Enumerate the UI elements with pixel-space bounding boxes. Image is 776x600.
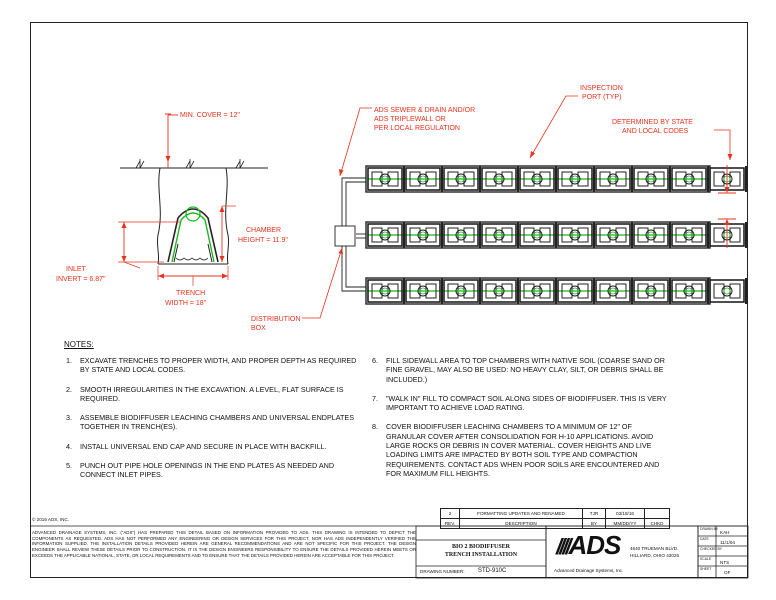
chamber-row <box>366 278 746 304</box>
rev-by: TJR <box>583 509 606 519</box>
chamber-segment <box>710 222 746 248</box>
note-number: 6. <box>372 356 378 365</box>
sewer-label-3: PER LOCAL REGULATION <box>374 125 460 132</box>
rev-header-checked: CHKD <box>645 519 670 529</box>
rev-header-by: BY <box>583 519 606 529</box>
revision-table <box>440 508 670 529</box>
chamber-row <box>366 222 746 248</box>
inlet-label-2: INVERT = 6.87" <box>56 276 106 283</box>
note-item <box>66 385 366 404</box>
notes-left-column <box>66 356 366 490</box>
date: 11/1/04 <box>720 540 735 545</box>
date-label: DATE <box>700 537 709 541</box>
scale-label: SCALE <box>700 557 712 561</box>
trench-width-label-2: WIDTH = 18" <box>165 300 207 307</box>
copyright: © 2016 ADS, INC. <box>32 517 70 522</box>
chamber-height-label-1: CHAMBER <box>246 227 282 234</box>
drawn-by-label: DRAWN BY <box>700 527 719 531</box>
note-item <box>66 413 366 432</box>
distribution-box-label-2: BOX <box>251 325 266 332</box>
drawing-number-label: DRAWING NUMBER: <box>420 569 465 574</box>
drawing-title <box>416 543 546 559</box>
drawing-title-line-1: BIO 2 BIODIFFUSER <box>451 544 510 550</box>
note-text: "WALK IN" FILL TO COMPACT SOIL ALONG SIDES OF BIODIFFUSER. THIS IS VERY IMPORTANT TO ACHIEVE LOAD RATING. <box>386 393 667 413</box>
logo-text: ADS <box>568 530 621 560</box>
revision-row <box>441 509 670 519</box>
notes-title: NOTES: <box>64 340 94 349</box>
rev-header-rev: REV. <box>441 519 460 529</box>
drawing-number: STD-910C <box>478 568 507 574</box>
note-number: 8. <box>372 422 378 432</box>
inspection-label-1: INSPECTION <box>580 85 623 92</box>
rev-header-description: DESCRIPTION <box>460 519 583 529</box>
sheet-label: SHEET <box>700 567 712 571</box>
drawing-title-line-2: TRENCH INSTALLATION <box>444 552 518 558</box>
rev-date: 03/18/16 <box>606 509 645 519</box>
chamber-row <box>366 166 746 192</box>
logo-slashes-icon: //// <box>556 534 569 559</box>
chamber-rows <box>366 166 746 304</box>
note-item <box>66 442 366 451</box>
rev-checked <box>645 509 670 519</box>
note-text: PUNCH OUT PIPE HOLE OPENINGS IN THE END PLATES AS NEEDED AND CONNECT INLET PIPES. <box>80 461 335 480</box>
rev-description: FORMATTING UPDATES AND RENAMED <box>460 509 583 519</box>
chamber-segment <box>710 278 746 304</box>
sewer-label-1: ADS SEWER & DRAIN AND/OR <box>374 107 476 114</box>
grass-symbols <box>136 159 244 168</box>
disclaimer: ADVANCED DRAINAGE SYSTEMS, INC. ("ADS") HAS PREPARED THIS DETAIL BASED ON INFORMATION PROVIDED TO ADS. THIS DRAWING IS INTENDED TO DEPICT THE COMPONENTS AS REQUESTED. ADS HAS NOT PERFORMED ANY ENGINEERING OR DESIGN SERVICES FOR THIS PROJECT, NOR HAS ADS INDEPENDENTLY VERIFIED THE INFORMATION SUPPLIED. THE INSTALLATION DETAILS PROVIDED HEREIN ARE GENERAL RECOMMENDATIONS AND ARE NOT SPECIFIC FOR THIS PROJECT. THE DESIGN ENGINEER SHALL REVIEW THESE DETAILS PRIOR TO CONSTRUCTION. IT IS THE DESIGN ENGINEERS RESPONSIBILITY TO ENSURE THE DETAILS PROVIDED HEREIN MEETS OR EXCEEDS THE APPLICABLE NATIONAL, STATE, OR LOCAL REQUIREMENTS AND TO ENSURE THAT THE DETAILS PROVIDED HEREIN ARE ACCEPTABLE FOR THIS PROJECT. <box>32 530 416 558</box>
note-text: ASSEMBLE BIODIFFUSER LEACHING CHAMBERS AND UNIVERSAL ENDPLATES TOGETHER IN TRENCH(ES). <box>80 413 354 432</box>
note-item <box>66 461 366 480</box>
note-number: 7. <box>372 393 378 403</box>
scale: NTS <box>720 560 730 565</box>
determined-label-1: DETERMINED BY STATE <box>612 119 693 126</box>
inlet-label-1: INLET <box>66 266 86 273</box>
company-name: Advanced Drainage Systems, Inc. <box>554 568 624 573</box>
drawn-by: KAH <box>720 530 730 535</box>
note-number: 5. <box>66 461 72 471</box>
distribution-piping <box>335 178 366 291</box>
notes-right-column <box>372 356 668 488</box>
note-text: INSTALL UNIVERSAL END CAP AND SECURE IN PLACE WITH BACKFILL. <box>80 441 327 451</box>
determined-label-2: AND LOCAL CODES <box>622 128 689 135</box>
sewer-label-2: ADS TRIPLEWALL OR <box>374 116 446 123</box>
chamber-height-label-2: HEIGHT = 11.9" <box>238 237 288 244</box>
note-item <box>372 394 668 413</box>
note-number: 3. <box>66 413 72 423</box>
sheet: OF <box>724 570 731 575</box>
note-item <box>372 422 668 478</box>
note-text: FILL SIDEWALL AREA TO TOP CHAMBERS WITH NATIVE SOIL (COARSE SAND OR FINE GRAVEL, MAY ALSO BE USED: NO HEAVY CLAY, SILT, OR DEBRIS SHALL BE INCLUDED.) <box>386 356 665 384</box>
rev-header-date: MM/DD/YY <box>606 519 645 529</box>
trench-cross-section <box>118 114 268 286</box>
note-text: EXCAVATE TRENCHES TO PROPER WIDTH, AND PROPER DEPTH AS REQUIRED BY STATE AND LOCAL CODES. <box>80 356 357 375</box>
address-line-1: 4640 TRUEMAN BLVD. <box>630 546 679 551</box>
note-number: 2. <box>66 384 72 394</box>
note-item <box>372 356 668 384</box>
inspection-label-2: PORT (TYP) <box>582 94 622 101</box>
address-line-2: HILLIARD, OHIO 43026 <box>630 553 680 558</box>
spacing-dimensions <box>718 165 736 248</box>
distribution-box-label-1: DISTRIBUTION <box>251 316 301 323</box>
min-cover-label: MIN. COVER = 12" <box>180 112 240 119</box>
revision-header-row <box>441 519 670 529</box>
ads-logo <box>556 530 620 561</box>
note-text: COVER BIODIFFUSER LEACHING CHAMBERS TO A MINIMUM OF 12" OF GRANULAR COVER AFTER CONSOLIDATION FOR H-10 APPLICATIONS. AVOID LARGE ROCKS OR DEBRIS IN COVER MATERIAL. COVER HEIGHTS AND LIVE LOADING LIMITS ARE IMPACTED BY BOTH SOIL TYPE AND COMPACTION REQUIREMENTS. CONTACT ADS WHEN POOR SOILS ARE ENCOUNTERED AND FOR MAXIMUM FILL HEIGHTS. <box>386 422 660 478</box>
note-number: 4. <box>66 441 72 451</box>
trench-width-label-1: TRENCH <box>176 290 206 297</box>
note-item <box>66 356 366 375</box>
note-number: 1. <box>66 356 72 365</box>
checked-by-label: CHECKED BY <box>700 547 723 551</box>
note-text: SMOOTH IRREGULARITIES IN THE EXCAVATION. A LEVEL, FLAT SURFACE IS REQUIRED. <box>80 384 344 403</box>
rev-number: 2 <box>441 509 460 519</box>
